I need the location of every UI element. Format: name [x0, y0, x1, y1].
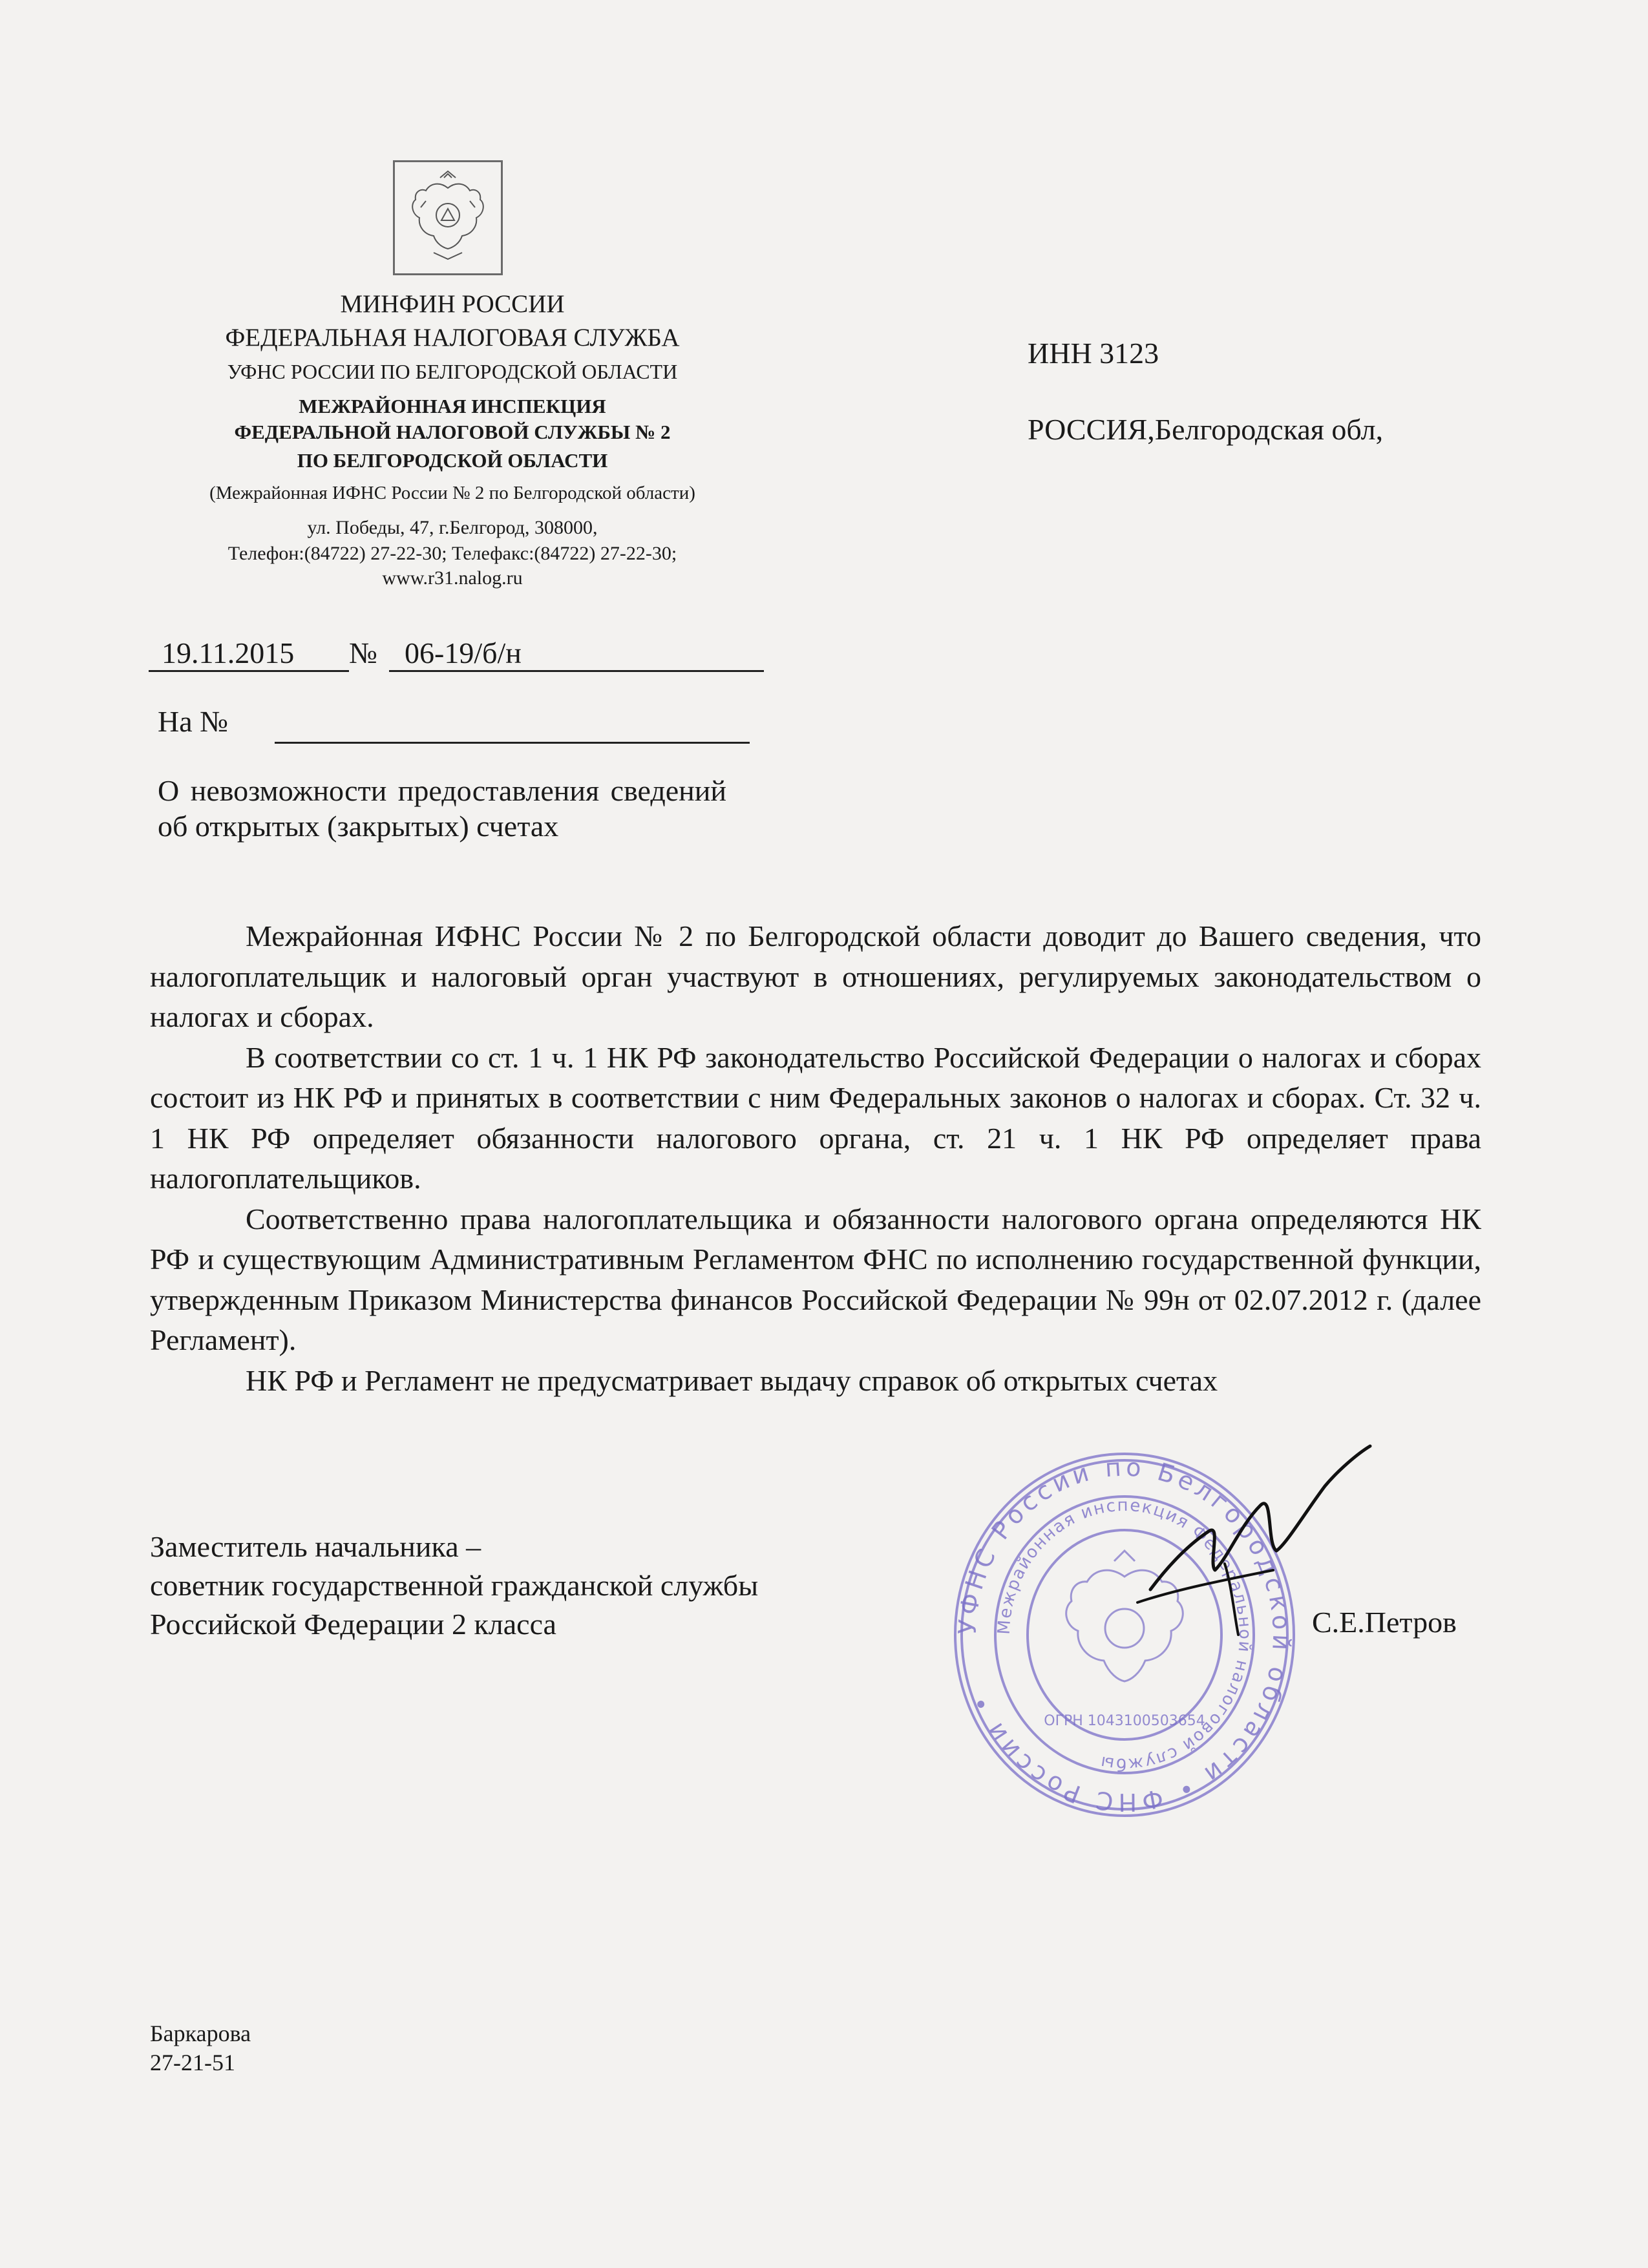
seal-center-text: ОГРН 1043100503654 — [1044, 1713, 1205, 1729]
signatory-title — [150, 1528, 758, 1643]
signatory-title-line: Заместитель начальника – — [150, 1530, 481, 1563]
body-paragraph: Межрайонная ИФНС России № 2 по Белгородской области доводит до Вашего сведения, что налогоплательщик и налоговый орган участвуют в отношениях, регулируемых законодательством о налогах и сборах. — [150, 919, 1481, 1034]
phone-fax-line: Телефон:(84722) 27-22-30; Телефакс:(84722) 27-22-30; — [227, 543, 677, 564]
recipient-region: РОССИЯ,Белгородская обл, — [1028, 413, 1384, 446]
body-paragraph: В соответствии со ст. 1 ч. 1 НК РФ законодательство Российской Федерации о налогах и сборах состоит из НК РФ и принятых в соответствии с ним Федеральных законов о налогах и сборах. Ст. 32 ч. 1 НК РФ определяет обязанности налогового органа, ст. 21 ч. 1 НК РФ определяет права налогоплательщиков. — [150, 1040, 1481, 1195]
website-line: www.r31.nalog.ru — [382, 567, 523, 589]
inspection-name-line-2: ФЕДЕРАЛЬНОЙ НАЛОГОВОЙ СЛУЖБЫ № 2 — [234, 421, 671, 443]
number-sign: № — [349, 636, 377, 669]
reference-number-blank — [275, 711, 750, 744]
recipient-inn: ИНН 3123 — [1028, 337, 1159, 370]
address-line: ул. Победы, 47, г.Белгород, 308000, — [307, 517, 598, 538]
signatory-title-line: Российской Федерации 2 класса — [150, 1607, 556, 1641]
letter-subject: О невозможности предоставления сведений об открытых (закрытых) счетах — [158, 774, 726, 843]
inspection-short-name: (Межрайонная ИФНС России № 2 по Белгородской области) — [209, 483, 695, 503]
reference-label: На № — [158, 705, 229, 738]
inspection-name-line-1: МЕЖРАЙОННАЯ ИНСПЕКЦИЯ — [299, 395, 606, 417]
executor-name: Баркарова — [150, 2021, 251, 2046]
signatory-title-line: советник государственной гражданской службы — [150, 1568, 759, 1602]
double-headed-eagle-icon — [395, 162, 501, 273]
signatory-name: С.Е.Петров — [1312, 1606, 1457, 1639]
seal-inner-text: Межрайонная инспекция Федеральной налоговой службы — [994, 1495, 1255, 1774]
executor-info — [150, 2019, 251, 2077]
inspection-name-line-3: ПО БЕЛГОРОДСКОЙ ОБЛАСТИ — [297, 449, 608, 472]
body-paragraph: НК РФ и Регламент не предусматривает выдачу справок об открытых счетах — [246, 1364, 1218, 1398]
seal-outer-text: УФНС России по Белгородской области • ФНС России • — [953, 1453, 1296, 1817]
body-paragraph: Соответственно права налогоплательщика и обязанности налогового органа определяются НК РФ и существующим Административным Регламентом ФНС по исполнению государственной функции, утвержденным Приказом Министерства финансов Российской Федерации № 99н от 02.07.2012 г. (далее Регламент). — [150, 1202, 1481, 1357]
coat-of-arms-emblem — [393, 160, 503, 275]
letter-body — [150, 916, 1481, 1402]
service-name: ФЕДЕРАЛЬНАЯ НАЛОГОВАЯ СЛУЖБА — [225, 324, 680, 352]
regional-office-name: УФНС РОССИИ ПО БЕЛГОРОДСКОЙ ОБЛАСТИ — [227, 360, 678, 383]
letter-number: 06-19/б/н — [389, 636, 764, 672]
ministry-name: МИНФИН РОССИИ — [340, 290, 565, 318]
letter-date: 19.11.2015 — [149, 636, 349, 672]
executor-phone: 27-21-51 — [150, 2050, 235, 2075]
